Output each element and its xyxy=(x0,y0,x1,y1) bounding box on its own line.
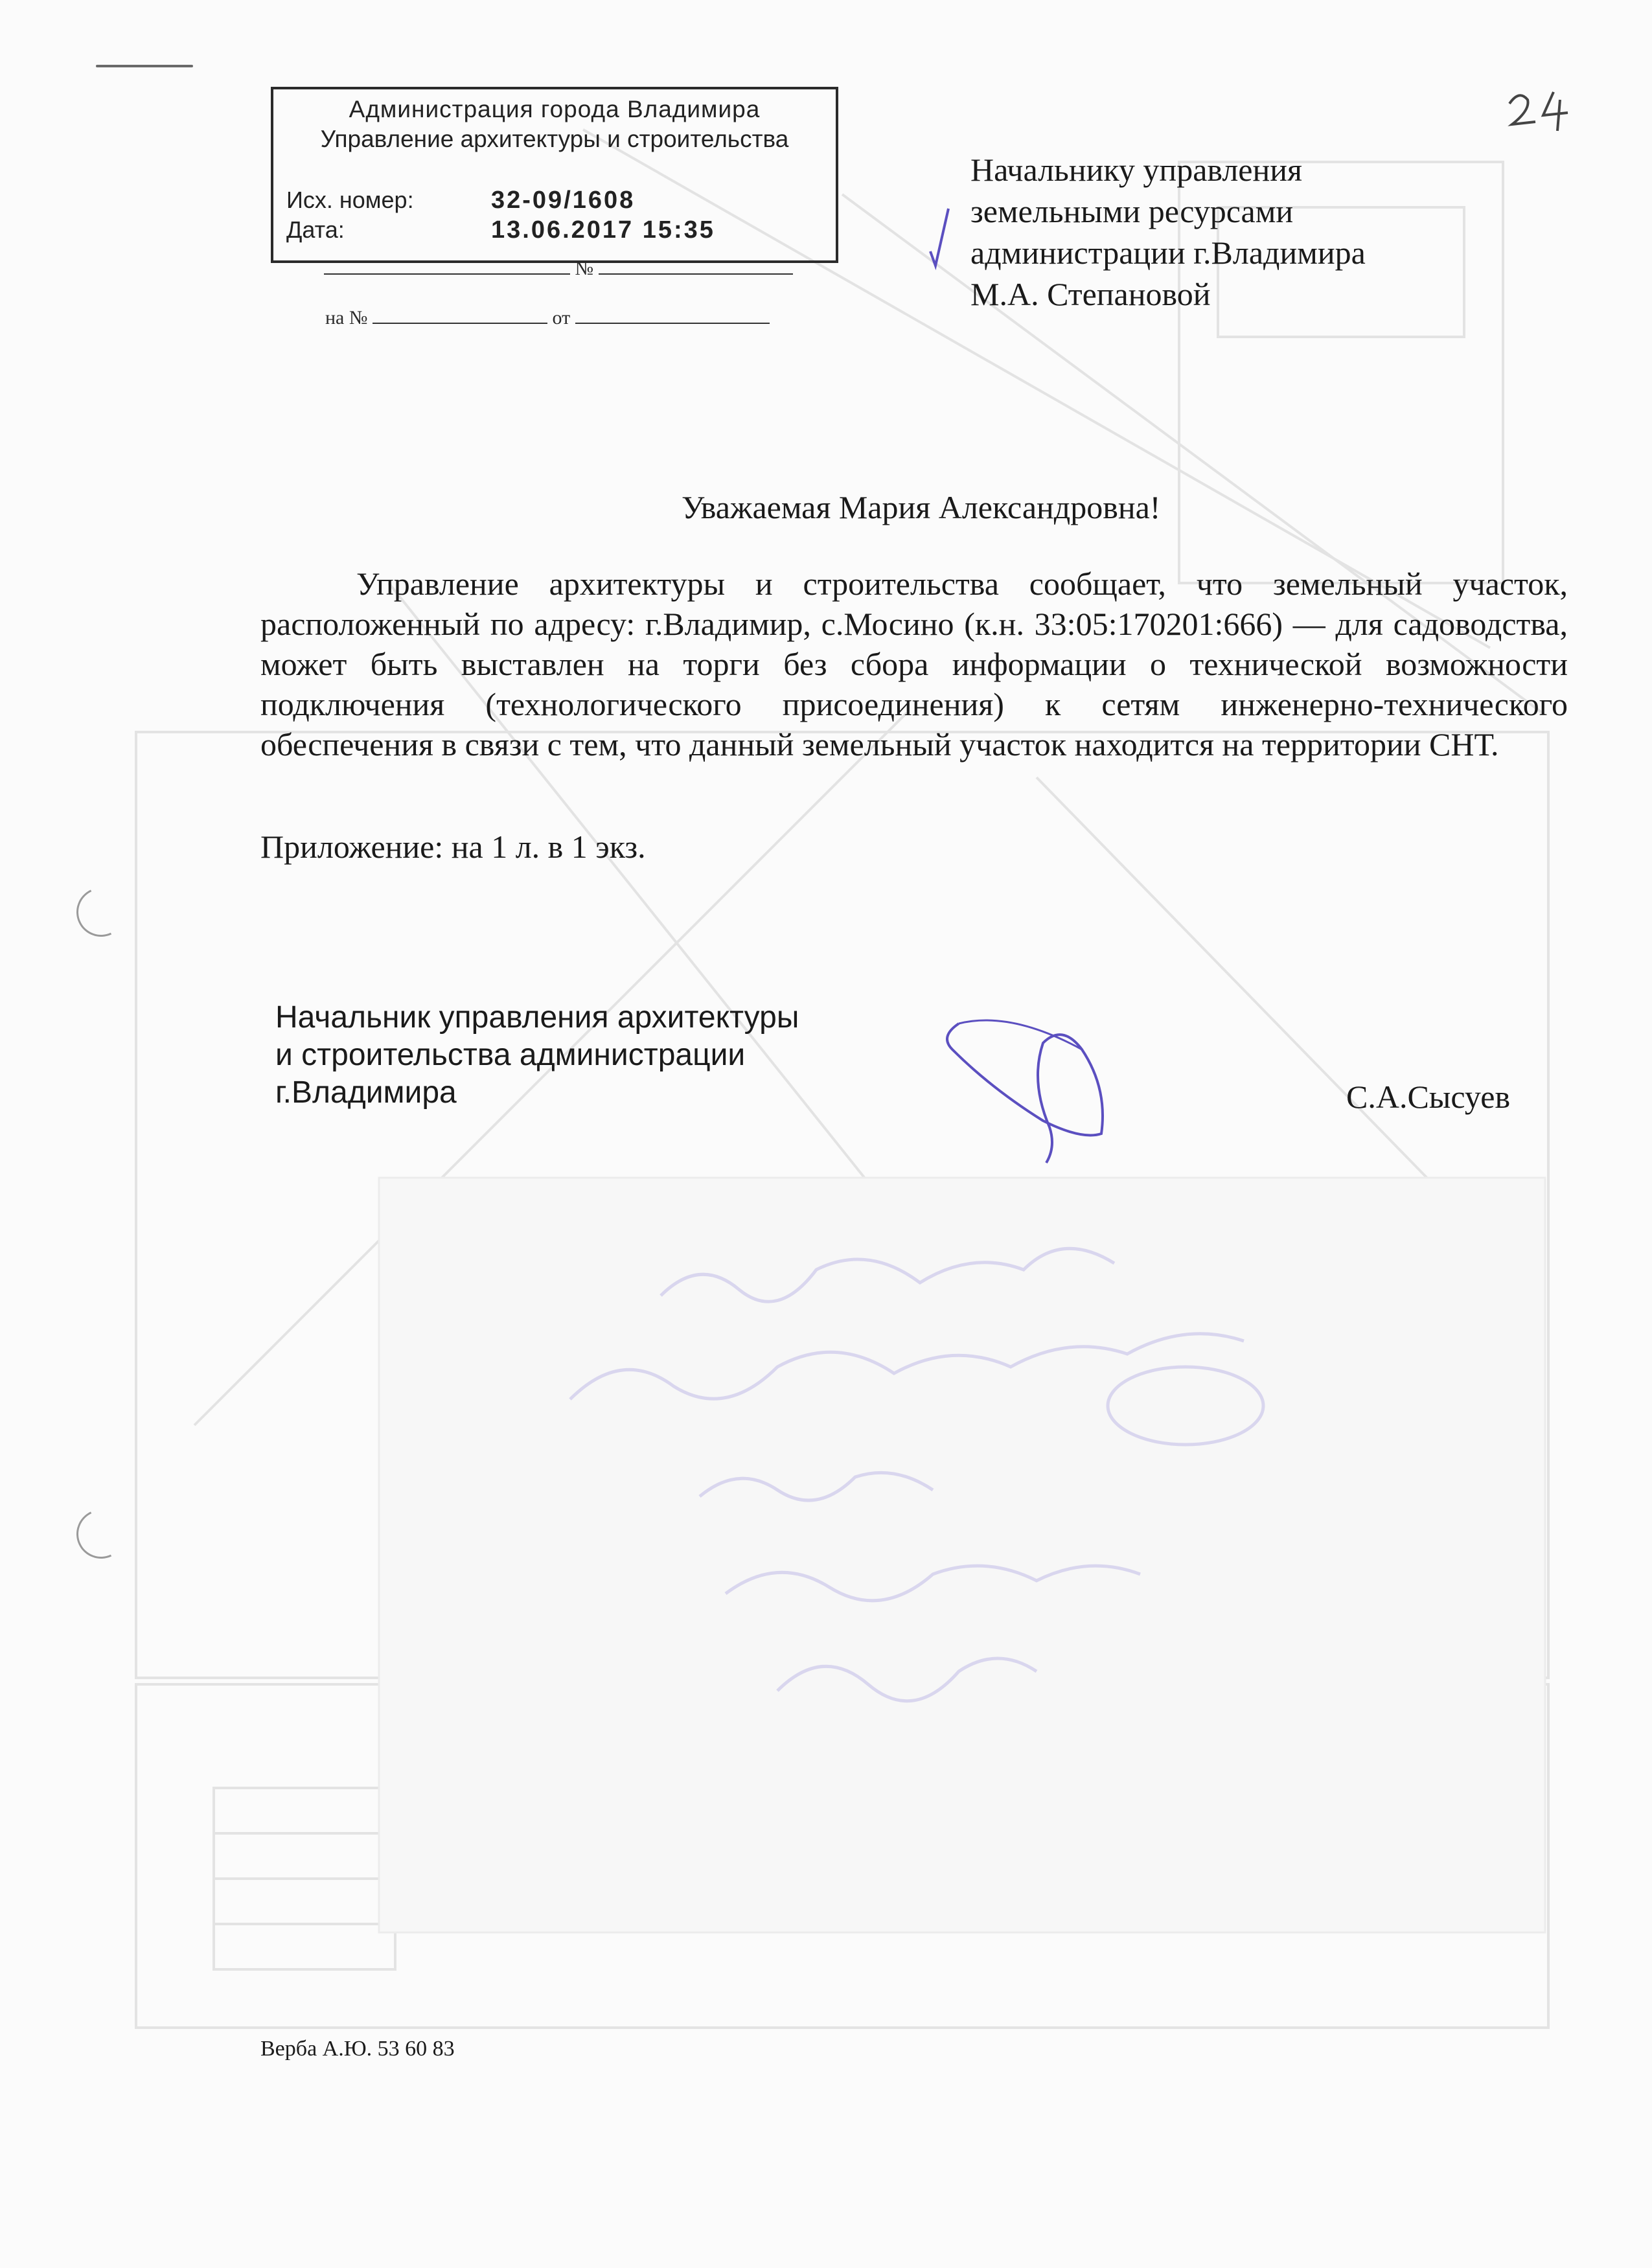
addressee-name: М.А. Степановой xyxy=(970,276,1211,312)
stamp-date-value: 13.06.2017 15:35 xyxy=(491,216,715,244)
stamp-number-value: 32-09/1608 xyxy=(491,187,636,214)
addressee-line: Начальнику управления xyxy=(970,152,1302,188)
incoming-date-label: от xyxy=(552,307,571,328)
punch-hole-mark xyxy=(69,880,132,943)
letter-body: Управление архитектуры и строительства сообщает, что земельный участок, расположенный по адресу: г.Владимир, с.Мосино (к.н. 33:05:170201:666) — для садоводства, может быть выставлен на торги без сбора информации о технической возможности подключения (технологического присоединения) к сетям инженерно-технического обеспечения в связи с тем, что данный земельный участок находится на территории СНТ. xyxy=(260,566,1568,762)
number-sign: № xyxy=(575,258,594,279)
incoming-number-label: на № xyxy=(325,307,368,328)
salutation: Уважаемая Мария Александровна! xyxy=(682,489,1161,525)
performer-contact: Верба А.Ю. 53 60 83 xyxy=(260,2037,455,2061)
signer-title xyxy=(275,999,799,1112)
stamp-org-line1: Администрация города Владимира xyxy=(349,96,761,122)
scan-mark xyxy=(96,65,193,67)
handwritten-page-number xyxy=(1503,84,1581,136)
signer-title-line: г.Владимира xyxy=(275,1075,457,1110)
stamp-date-label: Дата: xyxy=(286,216,345,243)
signer-title-line: и строительства администрации xyxy=(275,1038,746,1072)
reference-line-number xyxy=(324,255,793,280)
addressee-line: администрации г.Владимира xyxy=(970,235,1366,271)
addressee-block xyxy=(970,149,1366,315)
reference-line-incoming xyxy=(325,304,770,329)
attachment-note: Приложение: на 1 л. в 1 экз. xyxy=(260,829,646,865)
signer-title-line: Начальник управления архитектуры xyxy=(275,1000,799,1035)
faint-handwritten-resolution xyxy=(531,1192,1373,1775)
signer-name: С.А.Сысуев xyxy=(1346,1079,1511,1115)
stamp-org-line2: Управление архитектуры и строительства xyxy=(320,126,789,152)
checkmark-icon xyxy=(926,206,952,271)
stamp-number-label: Исх. номер: xyxy=(286,187,414,213)
handwritten-signature xyxy=(933,1011,1127,1166)
addressee-line: земельными ресурсами xyxy=(970,193,1294,229)
punch-hole-mark xyxy=(69,1502,132,1565)
registration-stamp xyxy=(271,87,838,263)
